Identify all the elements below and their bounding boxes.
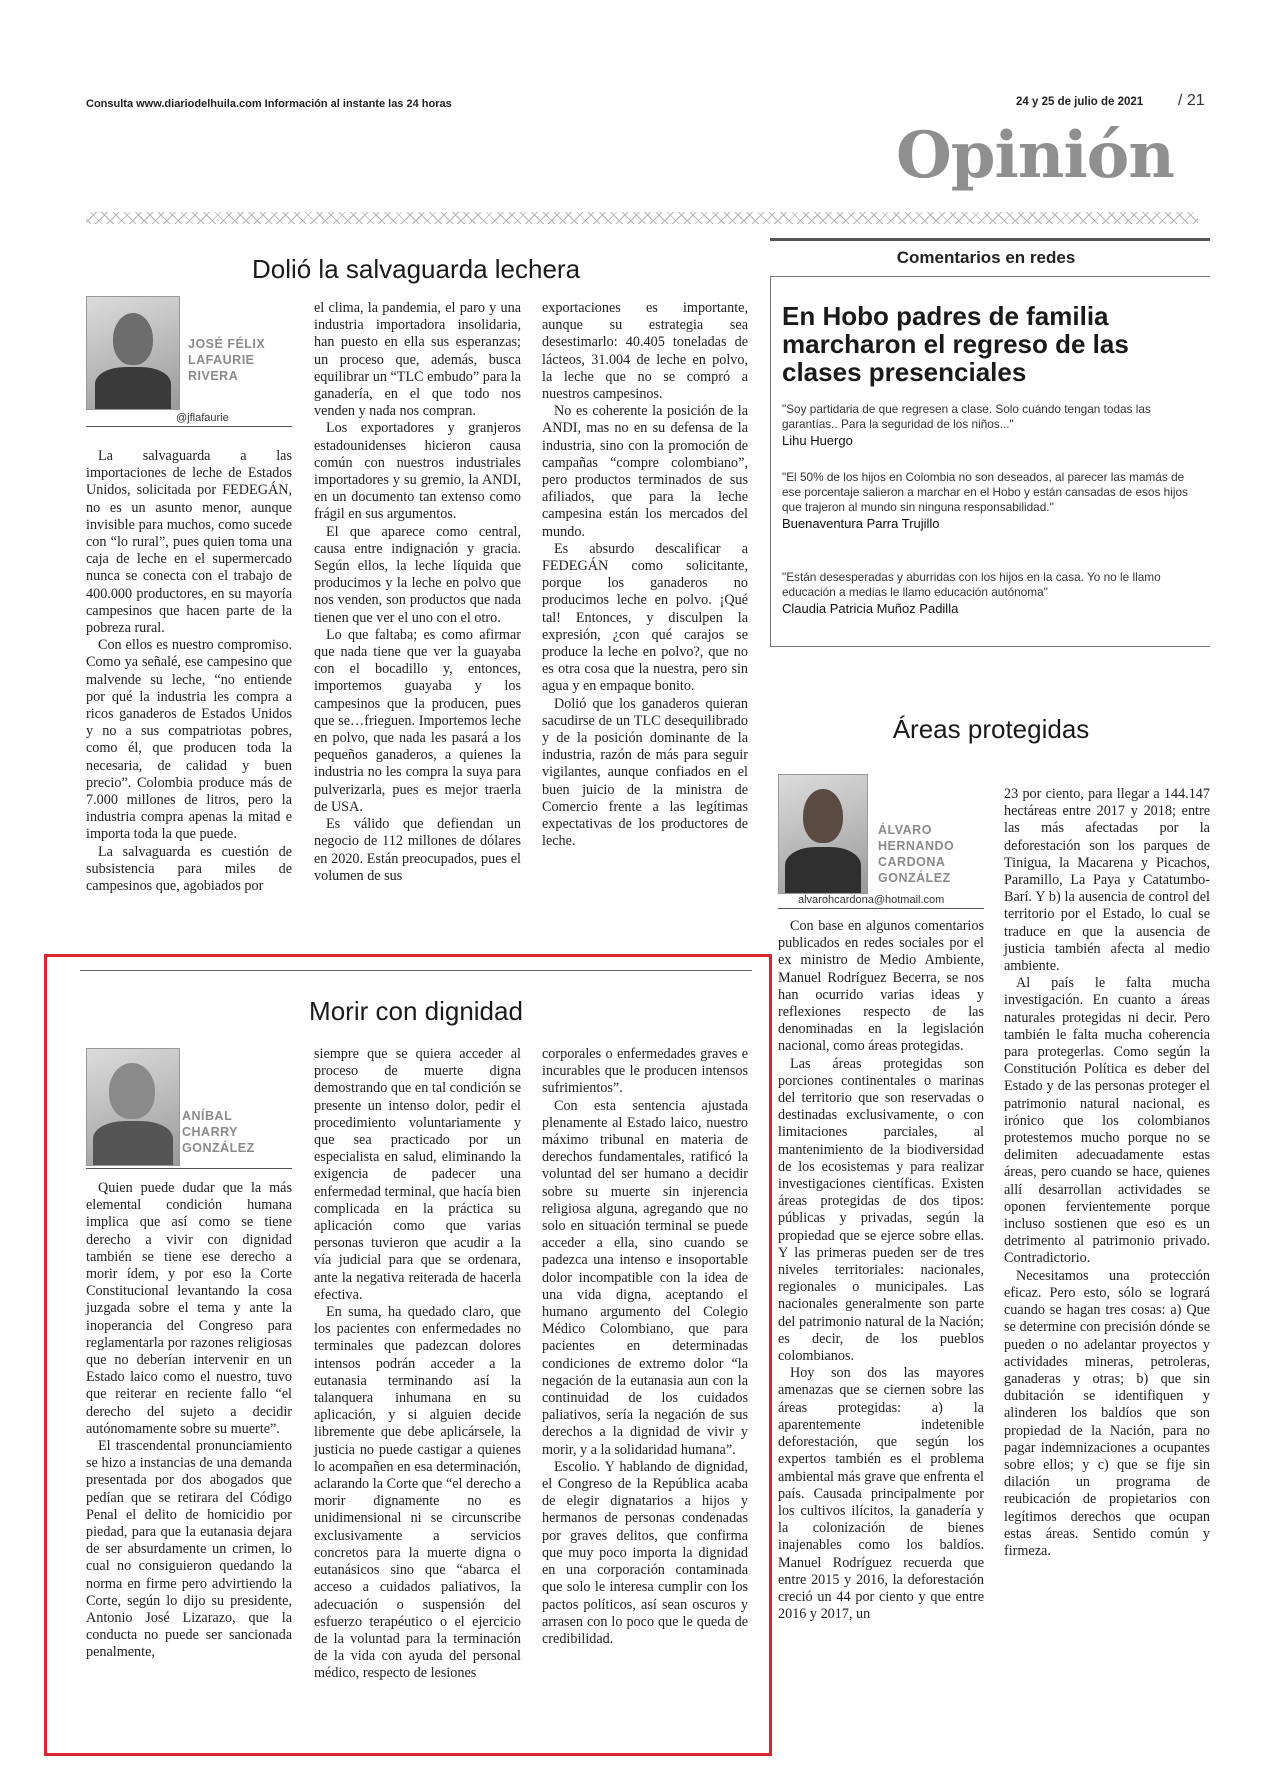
- author-name: JOSÉ FÉLIX LAFAURIE RIVERA: [188, 337, 266, 383]
- page-number: / 21: [1178, 92, 1205, 109]
- comment: "Soy partidaria de que regresen a clase. Solo cuándo tengan todas las garantías.. Para la seguridad de los niños..." Lihu Huergo: [782, 402, 1151, 448]
- article-column: corporales o enfermedades graves e incurables que le producen intensos sufrimientos”. Con esta sentencia ajustada plenamente al Estado laico, nuestro máximo tribunal en materia de derechos fundamentales, ratificó la voluntad del ser humano a decidir sobre su muerte sin injerencia religiosa alguna, agregando que no solo en situación terminal se puede acceder a ella, sino cuando se padezca una intenso e insoportable dolor incompatible con la idea de una vida digna, aceptando el humano argumento del Colegio Médico Colombiano, que para pacientes en determinadas condiciones de extremo dolor “la negación de la eutanasia aun con la continuidad de los cuidados paliativos, sería la negación de sus derechos a la dignidad de vivir y morir, y a la solidaridad humana”. Escolio. Y hablando de dignidad, el Congreso de la República acaba de elegir dignatarios a hijos y hermanos de personas condenadas por graves delitos, que confirma que muy poco importa la dignidad en una corporación contaminada que solo le interesa cumplir con los pactos políticos, así sean oscuros y arrasen con lo poco que le queda de credibilidad.: [542, 1046, 748, 1647]
- author-photo: [778, 774, 868, 894]
- article-column: siempre que se quiera acceder al proceso de muerte digna demostrando que en tal condición se presente un intenso dolor, pedir el procedimiento voluntariamente y que sea practicado por un especialista en salud, eliminando la exigencia de padecer una enfermedad terminal, que hacía bien complicada en la práctica su aplicación como que varias personas tuvieron que acudir a la vía judicial para que se ordenara, ante la negativa reiterada de hacerla efectiva. En suma, ha quedado claro, que los pacientes con enfermedades no terminales que padezcan dolores intensos podrán acceder a la eutanasia terminando así la talanquera inhumana en su aplicación, y si alguien decide libremente que debe aplicársele, la justicia no puede castigar a quienes lo acompañen en esa determinación, aclarando la Corte que “el derecho a morir dignamente no es unidimensional ni se circunscribe exclusivamente a servicios concretos para la muerte digna o eutanásicos sino que “abarca el acceso a cuidados paliativos, la adecuación o suspensión del esfuerzo terapéutico o el ejercicio de la voluntad para la terminación de la vida con ayuda del personal médico, respecto de lesiones: [314, 1046, 521, 1682]
- byline-rule: [86, 426, 292, 427]
- redes-rule: [770, 276, 1210, 277]
- redes-headline: En Hobo padres de familia marcharon el regreso de las clases presenciales: [782, 301, 1129, 387]
- author-handle: @jflafaurie: [176, 412, 229, 424]
- header-divider: [86, 212, 1198, 224]
- author-photo: [86, 296, 180, 410]
- author-photo: [86, 1048, 180, 1166]
- issue-date: 24 y 25 de julio de 2021: [1016, 96, 1144, 108]
- redes-label: Comentarios en redes: [896, 248, 1076, 267]
- byline-rule: [86, 1168, 292, 1169]
- author-name: ANÍBAL CHARRY GONZÁLEZ: [182, 1109, 255, 1155]
- article-column: Con base en algunos comentarios publicados en redes sociales por el ex ministro de Medio Ambiente, Manuel Rodríguez Becerra, se nos han ocurrido varias ideas y reflexiones respecto de las denominadas en la legislación nacional, como áreas protegidas. Las áreas protegidas son porciones continentales o marinas del territorio que son reservadas o destinadas exclusivamente, o con limitaciones parciales, al mantenimiento de la biodiversidad de los ecosistemas y para realizar investigaciones científicas. Existen áreas protegidas de dos tipos: públicas y privadas, según la propiedad que se ejerce sobre ellas. Y las primeras pueden ser de tres niveles territoriales: nacionales, regionales o municipales. Las nacionales generalmente son parte del patrimonio natural de la Nación; es decir, de los pueblos colombianos. Hoy son dos las mayores amenazas que se ciernen sobre las áreas protegidas: a) la aparentemente indetenible deforestación, que según los expertos también es el problema ambiental más grave que enfrenta el país. Causada principalmente por los cultivos ilícitos, la ganadería y la colonización de bienes inajenables como los baldíos. Manuel Rodríguez recuerda que entre 2015 y 2016, la deforestación creció un 44 por ciento y que entre 2016 y 2017, un: [778, 918, 984, 1623]
- redes-border: [770, 276, 771, 646]
- sidebar-rule: [770, 238, 1210, 241]
- author-email: alvarohcardona@hotmail.com: [798, 894, 945, 906]
- redes-bottom-rule: [770, 646, 1210, 647]
- article-title: Morir con dignidad: [309, 996, 523, 1026]
- article-top-rule: [80, 970, 752, 971]
- article-title: Dolió la salvaguarda lechera: [251, 254, 581, 284]
- section-title: Opinión: [896, 118, 1174, 193]
- article-column: exportaciones es importante, aunque su estrategia sea desestimarlo: 40.405 toneladas de lácteos, 31.004 de leche en polvo, la leche que no se compró a nuestros campesinos. No es coherente la posición de la ANDI, mas no en su defensa de la industria, sino con la promoción de campañas “compre colombiano”, pero productos terminados de sus afiliados, que para la leche campesina están los mercados del mundo. Es absurdo descalificar a FEDEGÁN como solicitante, porque los ganaderos no producimos leche en polvo. ¡Qué tal! Entonces, y disculpen la expresión, ¿con qué carajos se produce la leche en polvo?, que no es otra cosa que la nuestra, pero sin agua y en empaque bonito. Dolió que los ganaderos quieran sacudirse de un TLC desequilibrado y de la posición dominante de la industria, razón de más para seguir vigilantes, aunque confiados en el buen juicio de la ministra de Comercio frente a las legítimas expectativas de los productores de leche.: [542, 300, 748, 850]
- article-column: La salvaguarda a las importaciones de leche de Estados Unidos, solicitada por FEDEGÁN, no es un asunto menor, aunque invisible para muchos, como sucede con “lo rural”, pues quien toma una caja de leche en el supermercado nunca se conecta con el trabajo de 400.000 productores, en su mayoría campesinos que hacen parte de la pobreza rural. Con ellos es nuestro compromiso. Como ya señalé, ese campesino que malvende su leche, “no entiende por qué la industria les compra a ricos ganaderos de Estados Unidos y no a sus compatriotas pobres, como él, que producen toda la necesaria, de calidad y buen precio”. Colombia produce más de 7.000 millones de litros, pero la industria compra apenas la mitad e importa toda la que puede. La salvaguarda es cuestión de subsistencia para miles de campesinos que, agobiados por: [86, 448, 292, 895]
- article-column: el clima, la pandemia, el paro y una industria importadora insolidaria, han puesto en ella sus esperanzas; un proceso que, además, busca equilibrar un “TLC embudo” para la ganadería, en el que todo nos venden y nada nos compran. Los exportadores y granjeros estadounidenses hicieron causa común con nuestros industriales importadores y su gremio, la ANDI, en un documento tan extenso como frágil en sus argumentos. El que aparece como central, causa entre indignación y gracia. Según ellos, la leche líquida que producimos y la leche en polvo que nos venden, son productos que nada tienen que ver el uno con el otro. Lo que faltaba; es como afirmar que nada tiene que ver la guayaba con el bocadillo y, entonces, importemos guayaba y los campesinos que la producen, pues que se…frieguen. Importemos leche en polvo, que nada les pasará a los pequeños ganaderos, a quienes la industria no les compra la suya para pulverizarla, pues es mejor traerla de USA. Es válido que defiendan un negocio de 112 millones de dólares en 2020. Están preocupados, pues el volumen de sus: [314, 300, 521, 884]
- site-promo: Consulta www.diariodelhuila.com Información al instante las 24 horas: [86, 98, 452, 110]
- byline-rule: [778, 908, 984, 909]
- comment: "Están desesperadas y aburridas con los hijos en la casa. Yo no le llamo educación a medias le llamo educación autónoma" Claudia Patricia Muñoz Padilla: [782, 570, 1161, 616]
- author-name: ÁLVARO HERNANDO CARDONA GONZÁLEZ: [878, 823, 955, 885]
- article-column: 23 por ciento, para llegar a 144.147 hectáreas entre 2017 y 2018; entre las más afectadas por la deforestación son los parques de Tinigua, la Macarena y Picachos, Paramillo, La Paya y Catatumbo-Barí. Y b) la ausencia de control del territorio por el Estado, lo cual se traduce en que la ausencia de justicia también afecta al medio ambiente. Al país le falta mucha investigación. En cuanto a áreas naturales protegidas ni decir. Pero también le falta mucha coherencia para protegerlas. Como según la Constitución Política es deber del Estado y de las personas proteger el patrimonio natural nacional, es irónico que los colombianos protestemos mucho porque no se delimiten adecuadamente estas áreas, pero cuando se hace, quienes allí desarrollan actividades se oponen fervientemente porque incluso sostienen que eso es un detrimento al patrimonio privado. Contradictorio. Necesitamos una protección eficaz. Pero esto, sólo se logrará cuando se hagan tres cosas: a) Que se determine con precisión dónde se pueden o no adelantar proyectos y actividades mineras, petroleras, ganaderas y otras; b) que sin dubitación se identifiquen y alinderen los baldíos que son propiedad de la Nación, para no pagar indemnizaciones a ocupantes sobre ellos; y c) que se fije sin dilación un programa de reubicación de propietarios con legítimos derechos que ocupan estas áreas. Sentido común y firmeza.: [1004, 786, 1210, 1559]
- comment: "El 50% de los hijos en Colombia no son deseados, al parecer las mamás de ese porcentaje salieron a marchar en el Hobo y están cansadas de esos hijos que trajeron al mundo sin ninguna responsabilidad." Buenaventura Parra Trujillo: [782, 470, 1188, 531]
- article-title: Áreas protegidas: [892, 714, 1090, 744]
- article-column: Quien puede dudar que la más elemental condición humana implica que así como se tiene derecho a vivir con dignidad también se tiene ese derecho a morir ídem, y por eso la Corte Constitucional levantando la cosa juzgada sobre el tema y ante la inoperancia del Congreso para reglamentarla por razones religiosas que no deberían intervenir en un Estado laico como el nuestro, tuvo que reiterar en reciente fallo “el derecho del sujeto a decidir autónomamente sobre su muerte”. El trascendental pronunciamiento se hizo a instancias de una demanda presentada por dos abogados que pedían que se retirara del Código Penal el delito de homicidio por piedad, para que la eutanasia dejara de ser absurdamente un crimen, lo cual no consiguieron quedando la norma en firme pero advirtiendo la Corte, según lo dijo su presidente, Antonio José Lizarazo, que la conducta no puede ser sancionada penalmente,: [86, 1180, 292, 1661]
